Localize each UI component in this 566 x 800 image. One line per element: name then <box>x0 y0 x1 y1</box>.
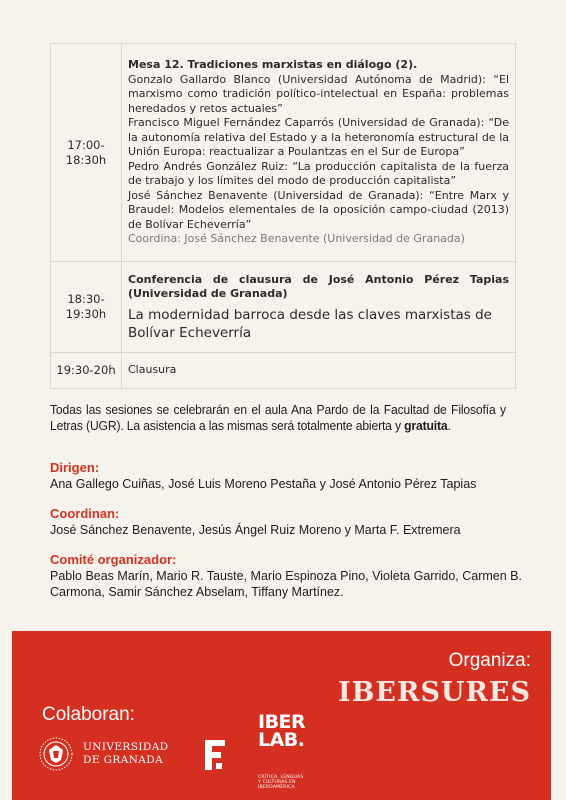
time-cell <box>51 262 122 353</box>
free-label: gratuita <box>404 419 448 433</box>
time-end: 18:30h <box>65 152 107 167</box>
attendance-end: . <box>447 419 451 433</box>
attendance-info <box>50 402 506 434</box>
coordinator-line: Coordina: José Sánchez Benavente (Universidad de Granada) <box>128 232 465 246</box>
ugr-line: DE GRANADA <box>83 754 164 766</box>
talk-item: Gonzalo Gallardo Blanco (Universidad Autónoma de Madrid): “El marxismo como tradición político-intelectual en España: problemas heredados y retos actuales” <box>128 72 509 115</box>
iberlab-sub-line: IBEROAMÉRICA <box>258 785 295 790</box>
iberlab-sub-line: Y CULTURAS EN <box>258 780 296 785</box>
time-end: 19:30h <box>65 307 107 321</box>
session-cell <box>122 262 516 353</box>
attendance-text: Todas las sesiones se celebrarán en el aula Ana Pardo de la Facultad de Filosofía y Letras (UGR). La asistencia a las mismas será totalmente abierta y <box>50 403 506 433</box>
f-logo-icon <box>203 738 227 772</box>
iberlab-logo <box>258 713 305 749</box>
coordinan-names: José Sánchez Benavente, Jesús Ángel Ruiz Moreno y Marta F. Extremera <box>50 523 461 537</box>
session-title: Mesa 12. Tradiciones marxistas en diálogo (2). <box>128 58 418 72</box>
time-cell <box>51 44 122 262</box>
dirigen-label: Dirigen: <box>50 460 100 475</box>
footer-banner <box>12 631 551 800</box>
lecture-title: La modernidad barroca desde las claves marxistas de Bolívar Echeverría <box>128 306 492 341</box>
time-start: 17:00- <box>67 137 105 152</box>
ugr-logo <box>38 734 188 774</box>
session-cell <box>122 353 516 389</box>
talk-item: Francisco Miguel Fernández Caparrós (Universidad de Granada): “De la autonomía relativa del Estado y a la heteronomía estructural de la Unión Europa: reactualizar a Poulantzas en el Sur de Europa” <box>128 116 509 159</box>
dirigen-names: Ana Gallego Cuiñas, José Luis Moreno Pestaña y José Antonio Pérez Tapias <box>50 477 477 491</box>
dirigen-section <box>50 460 530 492</box>
talk-item: José Sánchez Benavente (Universidad de Granada): “Entre Marx y Braudel: Modelos elementales de la oposición campo-ciudad (2013) de Bolívar Echeverría” <box>128 188 509 231</box>
talk-item: Pedro Andrés González Ruiz: “La producción capitalista de la fuerza de trabajo y los límites del modo de producción capitalista” <box>128 159 509 188</box>
session-title: Conferencia de clausura de José Antonio Pérez Tapias (Universidad de Granada) <box>128 272 509 300</box>
time-start: 18:30- <box>67 292 105 306</box>
comite-section <box>50 552 530 600</box>
schedule-row <box>51 44 516 262</box>
iberlab-sub-line: CRÍTICA, LENGUAS <box>258 775 304 780</box>
ugr-name <box>83 741 169 767</box>
session-cell <box>122 44 516 262</box>
organiza-label: Organiza: <box>448 650 531 671</box>
comite-label: Comité organizador: <box>50 552 177 567</box>
colaboran-label: Colaboran: <box>42 704 135 725</box>
schedule-row <box>51 262 516 353</box>
schedule-row <box>51 353 516 389</box>
coordinan-label: Coordinan: <box>50 506 120 521</box>
time-cell <box>51 353 122 389</box>
comite-names: Pablo Beas Marín, Mario R. Tauste, Mario Espinoza Pino, Violeta Garrido, Carmen B. Carmona, Samir Sánchez Abselam, Tiffany Martínez. <box>50 569 522 599</box>
iberlab-line: LAB. <box>258 729 305 751</box>
iberlab-line: IBER <box>258 711 306 733</box>
ugr-crest-icon <box>38 736 74 772</box>
ugr-line: UNIVERSIDAD <box>83 741 169 753</box>
time-range: 19:30-20h <box>56 363 116 377</box>
coordinan-section <box>50 506 530 538</box>
iberlab-subtitle <box>258 775 303 790</box>
ibersures-logo: IBERSURES <box>337 677 531 708</box>
session-title: Clausura <box>128 363 177 377</box>
schedule-table <box>50 43 516 389</box>
